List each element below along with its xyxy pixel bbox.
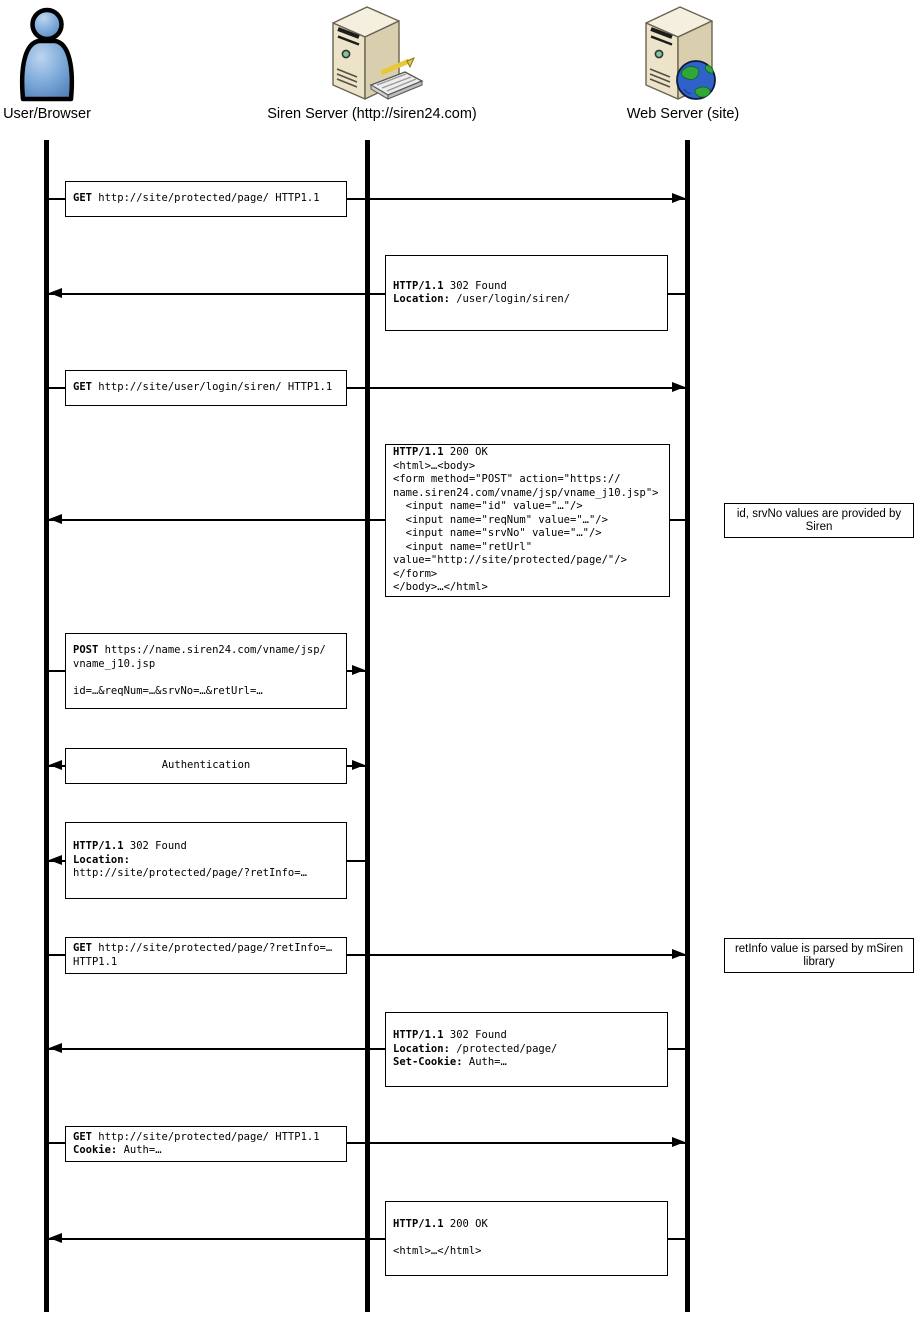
message-box [385, 1012, 668, 1087]
actor-user [0, 0, 157, 122]
message-line: Cookie: Auth=… [73, 1144, 162, 1156]
message-line [73, 671, 339, 685]
lifeline-siren [365, 140, 370, 1312]
message-line: GET http://site/protected/page/ HTTP1.1 [73, 1130, 320, 1143]
message-box [385, 1201, 668, 1276]
power-button-icon [655, 50, 662, 57]
actor-label: Web Server (site) [626, 106, 740, 122]
message-line: vname_j10.jsp [73, 657, 156, 670]
message-line: HTTP/1.1 200 OK [393, 1218, 488, 1231]
arrowhead-icon [672, 382, 685, 392]
message-line: HTTP/1.1 302 Found [393, 1029, 507, 1042]
message-box [65, 822, 347, 899]
message-line: Location: /user/login/siren/ [393, 293, 571, 305]
message-line: Location: [73, 853, 130, 866]
arrowhead-icon [352, 760, 365, 770]
message-line [393, 1232, 660, 1246]
message-line: GET http://site/protected/page/?retInfo=… [73, 942, 333, 954]
message-line: <input name="reqNum" value="…"/> [393, 513, 608, 526]
message-line: value="http://site/protected/page/"/> [393, 554, 627, 567]
message-line: http://site/protected/page/?retInfo=… [73, 867, 307, 880]
message-line: <html>…<body> [393, 459, 476, 472]
message-line: Set-Cookie: Auth=… [393, 1056, 507, 1069]
message-line: POST https://name.siren24.com/vname/jsp/ [73, 644, 326, 656]
message-box [65, 937, 347, 974]
arrowhead-icon [49, 288, 62, 298]
message-line: Location: /protected/page/ [393, 1042, 558, 1055]
arrowhead-icon [49, 760, 62, 770]
message-line: HTTP1.1 [73, 955, 118, 968]
server-icon [319, 0, 425, 103]
server-globe-icon [630, 0, 736, 103]
message-line: <html>…</html> [393, 1245, 482, 1258]
message-line: <form method="POST" action="https:// [393, 473, 621, 486]
message-box [385, 444, 670, 597]
arrowhead-icon [49, 1233, 62, 1243]
lifeline-web [685, 140, 690, 1312]
actor-siren-server [262, 0, 482, 122]
message-line: <input name="id" value="…"/> [393, 500, 583, 513]
message-line: GET http://site/user/login/siren/ HTTP1.1 [73, 381, 333, 394]
arrowhead-icon [672, 1137, 685, 1147]
message-line: Authentication [161, 759, 251, 772]
message-line: GET http://site/protected/page/ HTTP1.1 [73, 192, 320, 205]
person-icon [15, 7, 79, 103]
arrowhead-icon [49, 514, 62, 524]
power-button-icon [342, 50, 349, 57]
actor-label: User/Browser [3, 106, 91, 122]
note: id, srvNo values are provided by Siren [724, 503, 914, 538]
actor-web-server [573, 0, 793, 122]
message-line: name.siren24.com/vname/jsp/vname_j10.jsp"> [393, 486, 659, 499]
lifeline-user [44, 140, 49, 1312]
message-line: <input name="retUrl" [393, 540, 533, 553]
message-line: HTTP/1.1 200 OK [393, 446, 488, 459]
message-line: HTTP/1.1 302 Found [393, 279, 507, 292]
message-box [65, 633, 347, 709]
message-box [65, 181, 347, 217]
arrowhead-icon [672, 949, 685, 959]
arrowhead-icon [49, 1043, 62, 1053]
note: retInfo value is parsed by mSiren library [724, 938, 914, 973]
message-line: HTTP/1.1 302 Found [73, 840, 187, 853]
message-box [65, 748, 347, 784]
message-line: </form> [393, 567, 438, 580]
message-line: id=…&reqNum=…&srvNo=…&retUrl=… [73, 684, 263, 697]
message-line: </body>…</html> [393, 581, 488, 594]
arrowhead-icon [352, 665, 365, 675]
message-line: <input name="srvNo" value="…"/> [393, 527, 602, 540]
message-box [65, 1126, 347, 1162]
actor-label: Siren Server (http://siren24.com) [267, 106, 477, 122]
message-box [65, 370, 347, 406]
globe-icon [677, 61, 715, 99]
arrowhead-icon [672, 193, 685, 203]
message-box [385, 255, 668, 331]
arrowhead-icon [49, 855, 62, 865]
